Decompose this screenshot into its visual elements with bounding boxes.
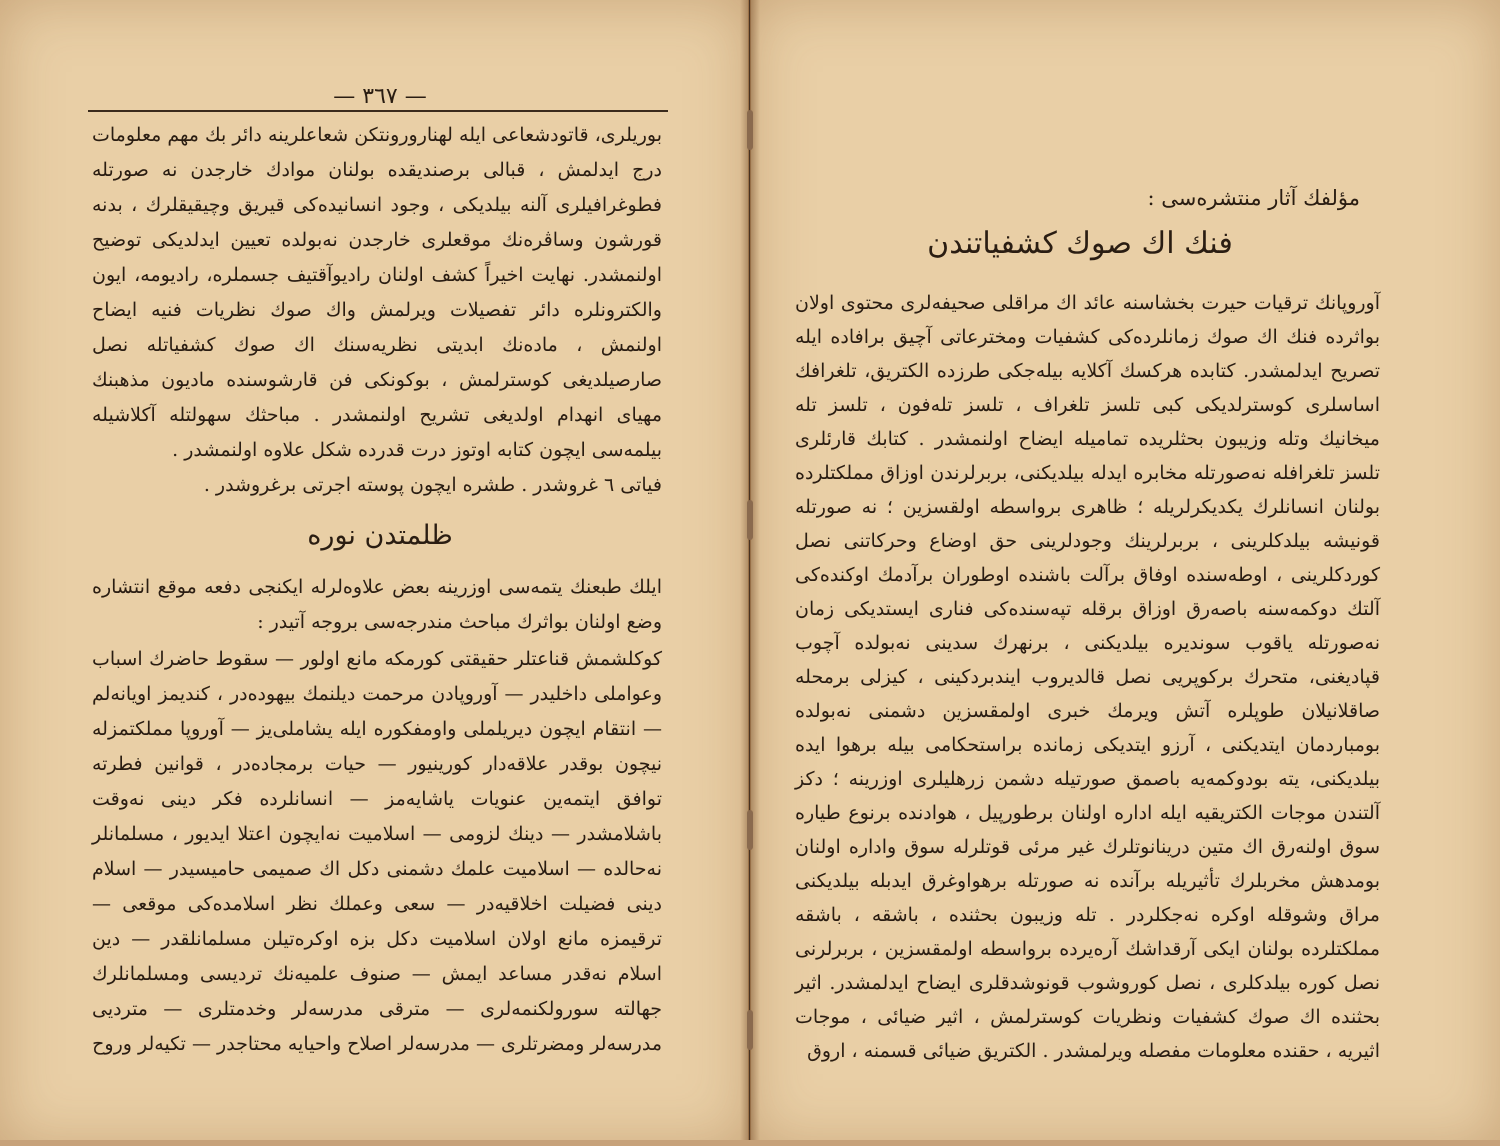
section-intro (92, 570, 662, 640)
left-main-paragraph (92, 118, 662, 468)
price-text: فياتى ٦ غروشدر . طشره ايچون پوسته اجرتى برغروشدر . (203, 474, 662, 496)
binding-stitch (747, 110, 753, 150)
book-gutter (740, 0, 760, 1146)
book-title: فنك اك صوك كشفياتندن (927, 226, 1233, 261)
page-number: — ٣٦٧ — (333, 84, 427, 109)
page-bottom-edge (0, 1140, 1500, 1146)
contents-list (92, 642, 662, 1062)
contents-text: كوكلشمش قناعتلر حقيقتى كورمكه مانع اولور — سقوط حاضرك اسباب وعواملى داخليدر — آوروپادن مرحمت ديلنمك بيهوده‌در ، كنديمز اويانه‌لم — انتقام ايچون ديريلملى واومفكوره ايله يشاملى‌يز — آوروپا مملكتمزله نيچون بوقدر علاقه‌دار كورينيور — حيات برمجاده‌در ، قوانين فطرته توافق ايتمه‌ين عنويات ياشايه‌مز — انسانلرده فكر دينى نه‌وقت باشلامشدر — دينك لزومى — اسلاميت نه‌ايچون اعتلا ايديور ، مسلمانلر نه‌حالده — اسلاميت علمك دشمنى دكل اك صميمى حاميسيدر — اسلام دينى فضيلت اخلاقيه‌در — سعى وعملك نظر اسلامده‌كى موقعى — ترقيمزه مانع اولان اسلاميت دكل بزه اوكره‌تيلن مسلمانلقدر — دين اسلام نه‌قدر مساعد ايمش — صنوف علميه‌نك ترديسى ومسلمانلرك جهالته سورولكنمه‌لرى — مترقى مدرسه‌لر وخدمتلرى — مترديى مدرسه‌لر ومضرتلرى — مدرسه‌لر اصلاح واحيايه محتاجدر — تكيه‌لر وروح (92, 648, 662, 1055)
section-title: ظلمتدن نوره (307, 520, 453, 551)
price-line (92, 468, 662, 502)
binding-stitch (747, 1010, 753, 1050)
binding-stitch (747, 810, 753, 850)
right-main-text: آوروپانك ترقيات حيرت بخشاسنه عائد اك مراقلى صحيفه‌لرى محتوى اولان بواثرده فنك اك صوك زمانلرده‌كى كشفيات ومخترعاتى آچيق برافاده ايله تصريح ايدلمشدر. كتابده هركسك آكلايه بيله‌جكى طرزده الكتريق، تلغرافك اساسلرى كوسترلديكى كبى تلسز تلغراف ، تلسز تله‌فون ، تلسز تله ميخانيك وتله وزيبون بحثلريده تماميله ايضاح اولنمشدر . كتابك قارئلرى تلسز تلغرافله نه‌صورتله مخابره ايدله بيلديكنى، بربرلرندن اوزاق مملكتلرده بولنان انسانلرك يكديكرلريله ؛ ظاهرى برواسطه اولقسزين ؛ نه صورتله قونيشه بيلدكلرينى ، بربرلرينك وجودلرينى حق اوضاع وحركاتنى نصل كوردكلرينى ، اوطه‌سنده اوفاق برآلت باشنده اوطوران برآدمك اوكنده‌كى آلتك دوكمه‌سنه باصه‌رق اوزاق برقله تپه‌سنده‌كى فنارى ايستديكى زمان نه‌صورتله ياقوب سونديره بيلديكنى ، برنهرك سدينى نه‌بولده آچوب قپاديغنى، متحرك بركوپريى نصل قالديروب ايندبردكينى ، كيزلى برمحله صاقلانيلان طوپلره آتش ويرمك خبرى اولمقسزين دشمنى نه‌بولده بومباردمان ايتديكنى ، آرزو ايتديكى زمانده براستحكامى بيله برهوا ايده بيلديكنى، يته بودوكمه‌يه باصمق صورتيله دشمن زرهليلرى اوزرينه ؛ دكز آلتندن موجات الكتريقيه ايله اداره اولنان برطورپيل ، هوادنده برنوع طياره سوق اولنه‌رق اك متين درينانوتلرك غير مرئى قوتلرله سوق واداره اولنان بومدهش مخربلرك تأثيريله برآنده نه صورتله برهواوغرق ايدبله بيلديكنى مراق وشوقله اوكره نه‌جكلردر . تله وزيبون بحثنده ، باشقه ، باشقه مملكتلرده بولنان ايكى آرقداشك آره‌يرده برواسطه اولمقسزين ، بربرلرنى نصل كوره بيلدكلرى ، نصل كوروشوب قونوشدقلرى ايضاح ايدلمشدر. اثير بحثنده اك صوك كشفيات ونظريات كوسترلمش ، اثير ضيائى ، موجات اثيريه ، حقنده معلومات مفصله ويرلمشدر . الكتريق ضيائى قسمنه ، اروق (795, 292, 1380, 1062)
left-main-text: بوريلرى، قاتودشعاعى ايله لهنارورونتكن شعاعلرينه دائر بك مهم معلومات درج ايدلمش ، قبالى برصنديقده بولنان موادك خارجدن نه صورتله فطوغرافيلرى آلنه بيلديكى ، وجود انسانيده‌كى قيريق وچيقيقلرك ، بدنه قورشون وساڨره‌نك موقعلرى خارجدن نه‌بولده تعيين ايدلديكى توضيح اولنمشدر. نهايت اخيراً كشف اولنان راديوآقتيف جسملره، راديومه، ايون والكترونلره دائر تفصيلات ويرلمش واك صوك نظريات فنيه ايضاح اولنمش ، ماده‌نك ابديتى نظريه‌سنك اك صوك كشفياتله نصل صارصيلديغى كوسترلمش ، بوكونكى فن قارشوسنده ماديون مذهبنك مهياى انهدام اولديغى تشريح اولنمشدر . مباحثك سهولتله آكلاشيله بيلمه‌سى ايچون كتابه اوتوز درت قدرده شكل علاوه اولنمشدر . (92, 124, 662, 461)
right-main-paragraph (795, 286, 1380, 1068)
header-rule (88, 110, 668, 112)
section-intro-text: ايلك طبعنك يتمه‌سى اوزرينه بعض علاوه‌لرله ايكنجى دفعه موقع انتشاره وضع اولنان بواثرك مباحث مندرجه‌سى بروجه آتيدر : (92, 576, 662, 633)
binding-stitch (747, 500, 753, 540)
left-page (0, 0, 749, 1146)
series-header: مؤلفك آثار منتشره‌سى : (1147, 186, 1360, 210)
